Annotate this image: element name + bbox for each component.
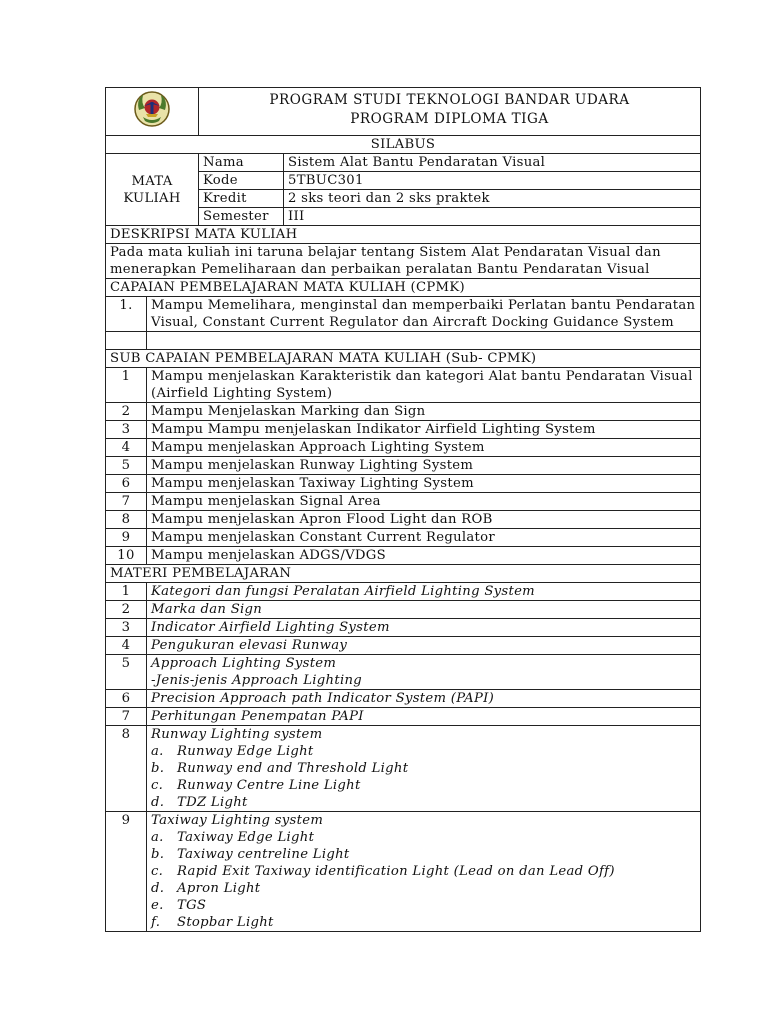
sub-cpmk-text: Mampu menjelaskan Constant Current Regulator [147, 529, 701, 547]
sub-cpmk-text: Mampu menjelaskan Approach Lighting System [147, 439, 701, 457]
sublist-letter: b. [151, 761, 165, 776]
sub-cpmk-row [106, 403, 701, 421]
sublist-letter: f. [151, 915, 161, 930]
program-studi-title: PROGRAM STUDI TEKNOLOGI BANDAR UDARA [269, 92, 630, 108]
sub-cpmk-row [106, 439, 701, 457]
materi-cell [147, 619, 701, 637]
nama-key: Nama [199, 154, 284, 172]
cpmk-number: 1. [106, 297, 147, 332]
materi-text: Approach Lighting System [151, 656, 337, 671]
kode-value: 5TBUC301 [284, 172, 701, 190]
sublist-text: Stopbar Light [177, 915, 274, 930]
materi-number: 9 [106, 812, 147, 932]
sub-cpmk-row [106, 368, 701, 403]
materi-cell [147, 637, 701, 655]
deskripsi-heading: DESKRIPSI MATA KULIAH [106, 226, 701, 244]
materi-row [106, 601, 701, 619]
materi-sublist [151, 743, 696, 811]
materi-sublist-item [151, 794, 696, 811]
materi-number: 5 [106, 655, 147, 690]
sub-cpmk-row [106, 547, 701, 565]
materi-cell [147, 655, 701, 690]
sublist-letter: d. [151, 881, 165, 896]
program-diploma-title: PROGRAM DIPLOMA TIGA [350, 111, 549, 127]
syllabus-document [105, 87, 700, 932]
sub-cpmk-number: 5 [106, 457, 147, 475]
sub-cpmk-text: Mampu menjelaskan Apron Flood Light dan ROB [147, 511, 701, 529]
sublist-letter: b. [151, 847, 165, 862]
materi-sublist-item [151, 914, 696, 931]
sub-cpmk-text: Mampu menjelaskan Taxiway Lighting System [147, 475, 701, 493]
sub-cpmk-text: Mampu menjelaskan Runway Lighting System [147, 457, 701, 475]
materi-sublist-item [151, 743, 696, 760]
sub-cpmk-row [106, 511, 701, 529]
sub-cpmk-text: Mampu menjelaskan Signal Area [147, 493, 701, 511]
materi-text: Perhitungan Penempatan PAPI [151, 709, 364, 724]
sub-cpmk-text: Mampu Menjelaskan Marking dan Sign [147, 403, 701, 421]
deskripsi-text: Pada mata kuliah ini taruna belajar tentang Sistem Alat Pendaratan Visual dan menerapkan Pemeliharaan dan perbaikan peralatan Bantu Pendaratan Visual [106, 244, 701, 279]
materi-sublist-item [151, 829, 696, 846]
materi-number: 6 [106, 690, 147, 708]
materi-cell [147, 812, 701, 932]
materi-row [106, 708, 701, 726]
materi-cell [147, 690, 701, 708]
materi-number: 8 [106, 726, 147, 812]
materi-sublist-item [151, 880, 696, 897]
materi-sublist-item [151, 846, 696, 863]
sub-cpmk-row [106, 475, 701, 493]
sublist-letter: d. [151, 795, 165, 810]
materi-heading: MATERI PEMBELAJARAN [106, 565, 701, 583]
sub-cpmk-number: 3 [106, 421, 147, 439]
materi-sublist-item [151, 897, 696, 914]
header-title [199, 88, 701, 136]
sub-cpmk-number: 2 [106, 403, 147, 421]
sub-cpmk-number: 6 [106, 475, 147, 493]
sub-cpmk-number: 7 [106, 493, 147, 511]
sublist-letter: e. [151, 898, 164, 913]
sublist-text: TDZ Light [177, 795, 248, 810]
materi-row [106, 637, 701, 655]
materi-cell [147, 601, 701, 619]
materi-row [106, 726, 701, 812]
sub-cpmk-row [106, 457, 701, 475]
sublist-letter: a. [151, 744, 164, 759]
sub-cpmk-row [106, 421, 701, 439]
materi-row [106, 690, 701, 708]
empty-cell [106, 332, 147, 350]
materi-number: 4 [106, 637, 147, 655]
nama-value: Sistem Alat Bantu Pendaratan Visual [284, 154, 701, 172]
kredit-value: 2 sks teori dan 2 sks praktek [284, 190, 701, 208]
materi-cell [147, 583, 701, 601]
materi-sublist-item [151, 863, 696, 880]
sublist-text: Runway Centre Line Light [177, 778, 361, 793]
sublist-text: Rapid Exit Taxiway identification Light (Lead on dan Lead Off) [177, 864, 615, 879]
materi-number: 7 [106, 708, 147, 726]
silabus-heading: SILABUS [106, 136, 701, 154]
sublist-letter: c. [151, 778, 164, 793]
sublist-letter: a. [151, 830, 164, 845]
materi-row [106, 619, 701, 637]
sub-cpmk-number: 10 [106, 547, 147, 565]
materi-text: Runway Lighting system [151, 727, 323, 742]
sub-cpmk-text: Mampu menjelaskan ADGS/VDGS [147, 547, 701, 565]
empty-cell [147, 332, 701, 350]
materi-row [106, 583, 701, 601]
cpmk-text: Mampu Memelihara, menginstal dan memperbaiki Perlatan bantu Pendaratan Visual, Constant Current Regulator dan Aircraft Docking Guidance System [147, 297, 701, 332]
materi-text: Taxiway Lighting system [151, 813, 324, 828]
sublist-text: TGS [177, 898, 207, 913]
sub-cpmk-heading: SUB CAPAIAN PEMBELAJARAN MATA KULIAH (Sub- CPMK) [106, 350, 701, 368]
materi-subtext: -Jenis-jenis Approach Lighting [151, 673, 362, 688]
sub-cpmk-row [106, 493, 701, 511]
materi-cell [147, 726, 701, 812]
sub-cpmk-number: 9 [106, 529, 147, 547]
materi-number: 2 [106, 601, 147, 619]
sublist-text: Runway end and Threshold Light [177, 761, 409, 776]
sublist-letter: c. [151, 864, 164, 879]
sub-cpmk-number: 4 [106, 439, 147, 457]
sub-cpmk-text: Mampu menjelaskan Karakteristik dan kategori Alat bantu Pendaratan Visual (Airfield Lighting System) [147, 368, 701, 403]
materi-sublist-item [151, 760, 696, 777]
sublist-text: Taxiway centreline Light [177, 847, 350, 862]
materi-text: Marka dan Sign [151, 602, 263, 617]
materi-text: Kategori dan fungsi Peralatan Airfield Lighting System [151, 584, 535, 599]
materi-row [106, 812, 701, 932]
materi-text: Indicator Airfield Lighting System [151, 620, 390, 635]
sub-cpmk-text: Mampu Mampu menjelaskan Indikator Airfield Lighting System [147, 421, 701, 439]
cpmk-heading: CAPAIAN PEMBELAJARAN MATA KULIAH (CPMK) [106, 279, 701, 297]
sub-cpmk-row [106, 529, 701, 547]
sublist-text: Runway Edge Light [177, 744, 314, 759]
materi-cell [147, 708, 701, 726]
materi-sublist [151, 829, 696, 931]
materi-number: 1 [106, 583, 147, 601]
logo-cell [106, 88, 199, 136]
mata-kuliah-label: MATA KULIAH [106, 154, 199, 226]
sublist-text: Apron Light [177, 881, 261, 896]
materi-text: Precision Approach path Indicator System (PAPI) [151, 691, 495, 706]
materi-number: 3 [106, 619, 147, 637]
sub-cpmk-number: 1 [106, 368, 147, 403]
semester-value: III [284, 208, 701, 226]
syllabus-table [105, 87, 701, 932]
materi-text: Pengukuran elevasi Runway [151, 638, 348, 653]
institution-logo-icon [133, 90, 171, 128]
kode-key: Kode [199, 172, 284, 190]
sub-cpmk-number: 8 [106, 511, 147, 529]
sublist-text: Taxiway Edge Light [177, 830, 315, 845]
materi-row [106, 655, 701, 690]
kredit-key: Kredit [199, 190, 284, 208]
semester-key: Semester [199, 208, 284, 226]
materi-sublist-item [151, 777, 696, 794]
